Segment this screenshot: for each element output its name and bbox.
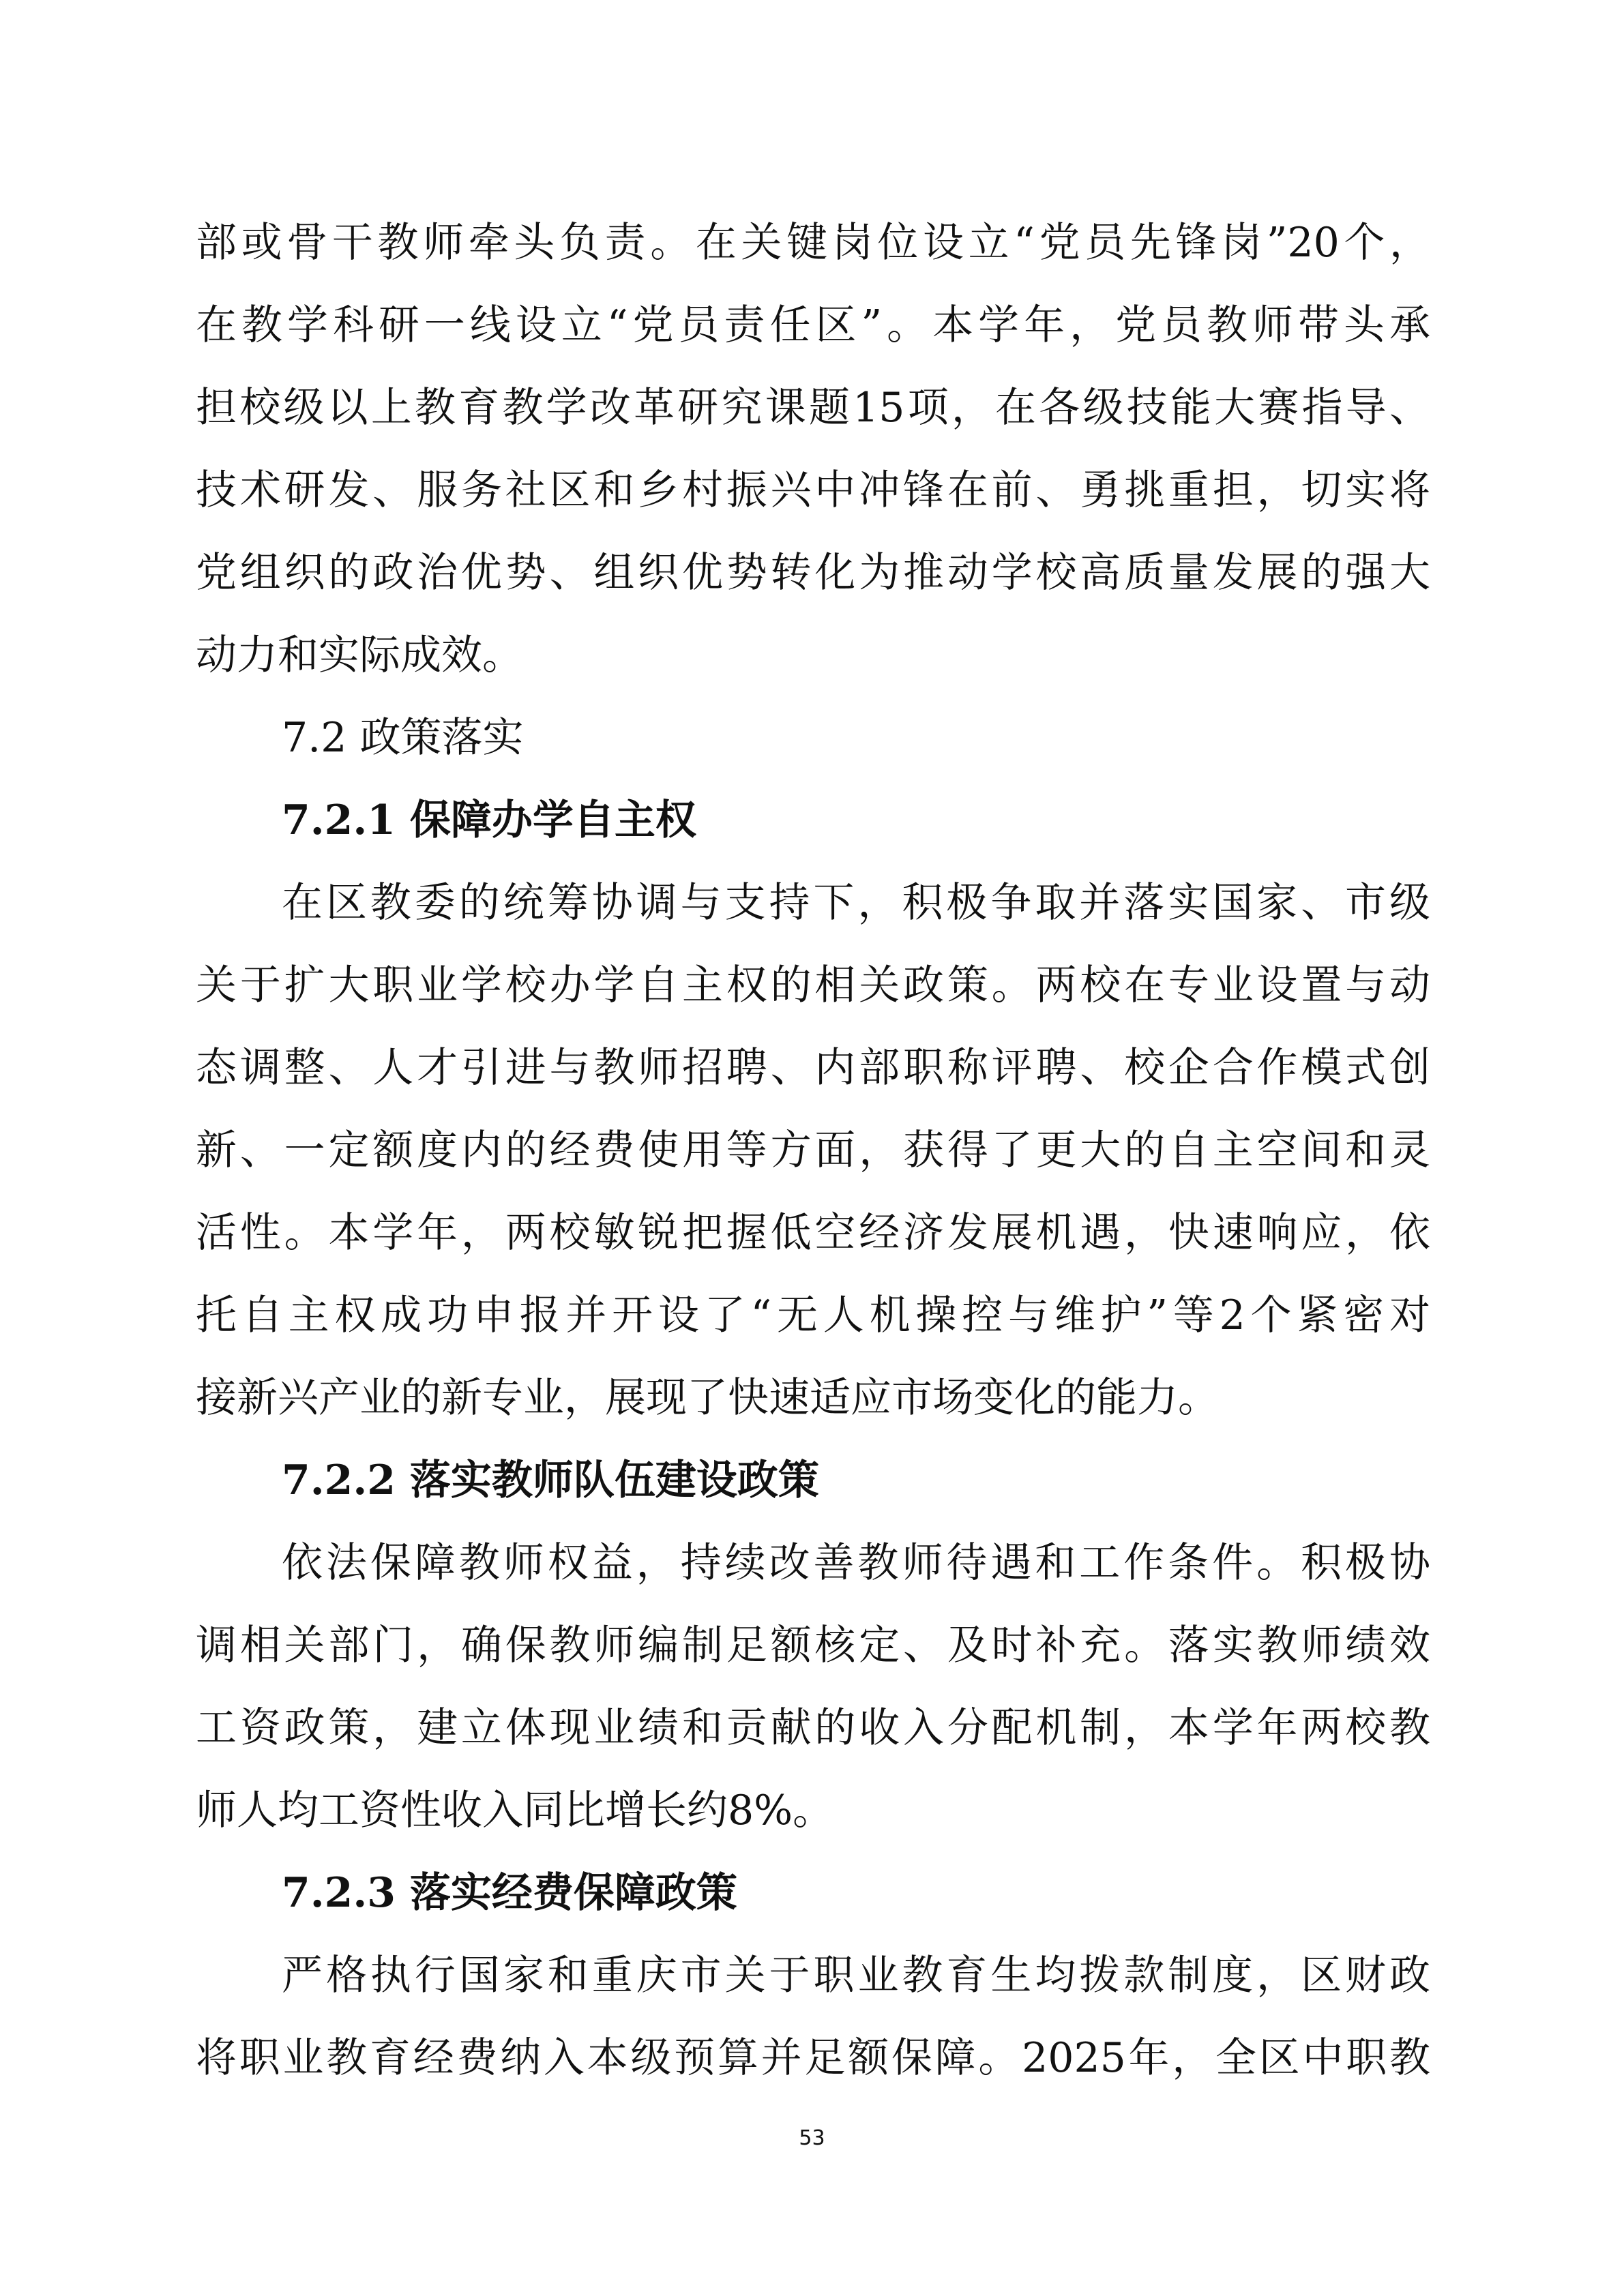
paragraph-line: 依法保障教师权益，持续改善教师待遇和工作条件。积极协 bbox=[282, 1539, 1430, 1587]
paragraph-line: 托自主权成功申报并开设了“无人机操控与维护”等2个紧密对 bbox=[196, 1292, 1430, 1339]
subsection-heading-7-2-1: 7.2.1 保障办学自主权 bbox=[282, 796, 696, 844]
paragraph-line: 动力和实际成效。 bbox=[196, 631, 523, 679]
subsection-heading-7-2-2: 7.2.2 落实教师队伍建设政策 bbox=[282, 1457, 819, 1504]
paragraph-line: 党组织的政治优势、组织优势转化为推动学校高质量发展的强大 bbox=[196, 549, 1430, 597]
paragraph-line: 活性。本学年，两校敏锐把握低空经济发展机遇，快速响应，依 bbox=[196, 1209, 1430, 1257]
paragraph-line: 在教学科研一线设立“党员责任区”。本学年，党员教师带头承 bbox=[196, 301, 1430, 349]
paragraph-line: 接新兴产业的新专业，展现了快速适应市场变化的能力。 bbox=[196, 1374, 1219, 1422]
paragraph-line: 新、一定额度内的经费使用等方面，获得了更大的自主空间和灵 bbox=[196, 1127, 1430, 1174]
paragraph-line: 态调整、人才引进与教师招聘、内部职称评聘、校企合作模式创 bbox=[196, 1044, 1430, 1092]
paragraph-line: 工资政策，建立体现业绩和贡献的收入分配机制，本学年两校教 bbox=[196, 1704, 1430, 1752]
paragraph-line: 技术研发、服务社区和乡村振兴中冲锋在前、勇挑重担，切实将 bbox=[196, 466, 1430, 514]
paragraph-line: 部或骨干教师牵头负责。在关键岗位设立“党员先锋岗”20个， bbox=[196, 219, 1430, 267]
subsection-heading-7-2-3: 7.2.3 落实经费保障政策 bbox=[282, 1869, 737, 1917]
paragraph-line: 师人均工资性收入同比增长约8%。 bbox=[196, 1787, 834, 1834]
paragraph-line: 在区教委的统筹协调与支持下，积极争取并落实国家、市级 bbox=[282, 879, 1430, 927]
paragraph-line: 关于扩大职业学校办学自主权的相关政策。两校在专业设置与动 bbox=[196, 961, 1430, 1009]
paragraph-line: 调相关部门，确保教师编制足额核定、及时补充。落实教师绩效 bbox=[196, 1622, 1430, 1669]
page-number: 53 bbox=[799, 2126, 825, 2150]
section-heading-7-2: 7.2 政策落实 bbox=[282, 714, 524, 762]
paragraph-line: 将职业教育经费纳入本级预算并足额保障。2025年，全区中职教 bbox=[196, 2034, 1430, 2082]
paragraph-line: 严格执行国家和重庆市关于职业教育生均拨款制度，区财政 bbox=[282, 1952, 1430, 1999]
paragraph-line: 担校级以上教育教学改革研究课题15项，在各级技能大赛指导、 bbox=[196, 384, 1430, 432]
